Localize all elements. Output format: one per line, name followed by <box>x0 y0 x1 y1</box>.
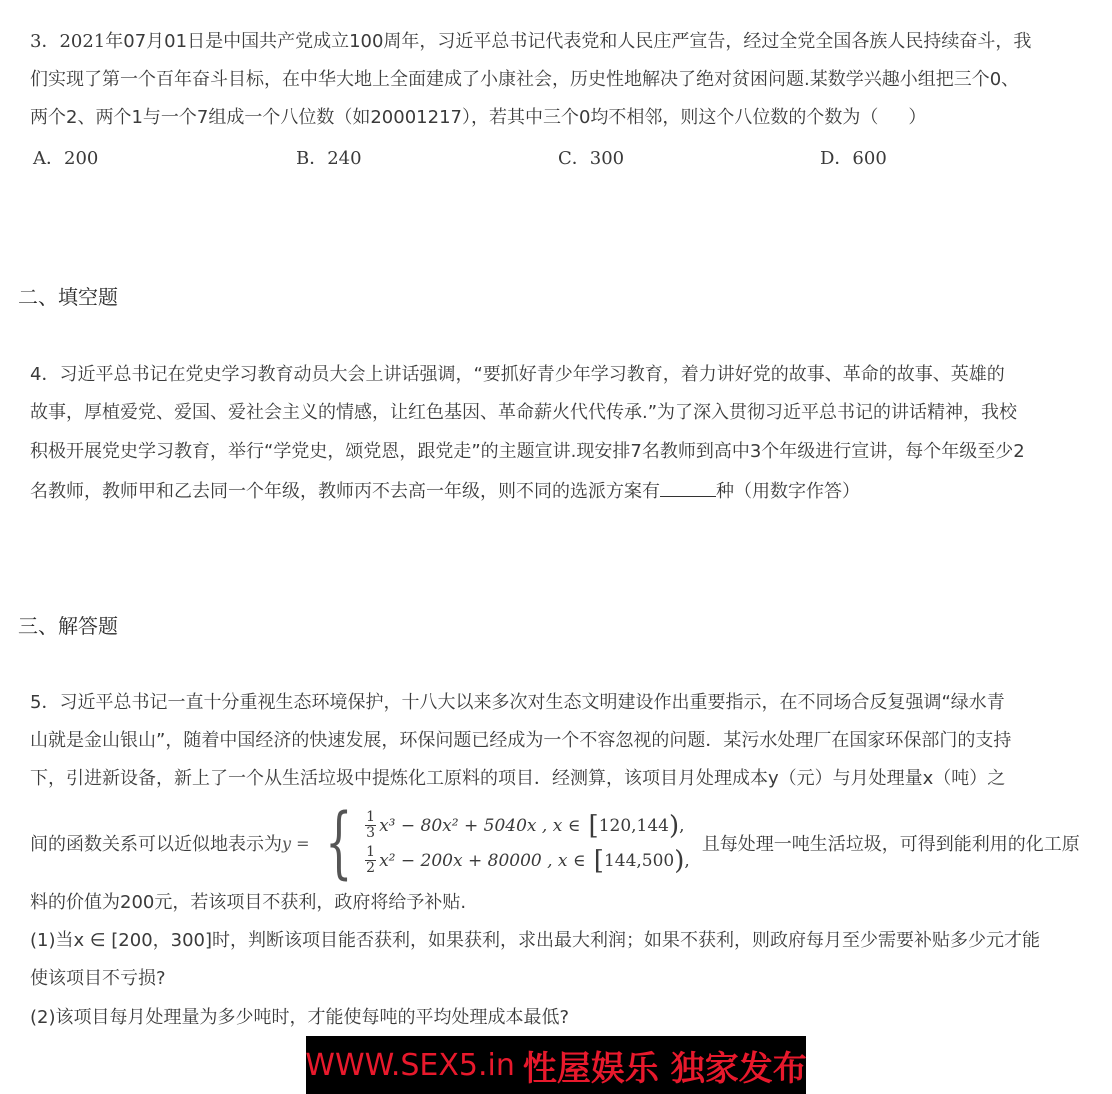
case-1-expression: x³ − 80x² + 5040x , x ∈ <box>379 815 581 836</box>
q3-line-2: 们实现了第一个百年奋斗目标，在中华大地上全面建成了小康社会，历史性地解决了绝对贫困问题.某数学兴趣小组把三个0、 <box>30 69 1020 90</box>
case-2-interval: 144,500 <box>603 850 675 871</box>
answer-blank <box>660 478 716 497</box>
q5-part-1-line-1: (1)当x ∈ [200，300]时，判断该项目能否获利，如果获利，求出最大利润；如果不获利，则政府每月至少需要补贴多少元才能 <box>30 930 1041 951</box>
case-2-fraction <box>365 845 376 876</box>
piecewise-cases <box>365 810 690 876</box>
case-2-denominator: 2 <box>366 860 376 876</box>
left-brace-icon: { <box>324 798 353 888</box>
case-1: $\frac{1}{3}$ x³ − 80x² + 5040x , x ∈ [ 120,144 ) , <box>366 809 685 841</box>
q4-line-3: 积极开展党史学习教育，举行“学党史，颂党恩，跟党走”的主题宣讲.现安排7名教师到高中3个年级进行宣讲，每个年级至少2 <box>30 441 1025 462</box>
case-1-interval: 120,144 <box>598 815 670 836</box>
case-2: $\frac{1}{2}$ x² − 200x + 80000 , x ∈ [ 144,500 ) , <box>366 844 690 876</box>
q4-line-1: 4．习近平总书记在党史学习教育动员大会上讲话强调，“要抓好青少年学习教育，着力讲好党的故事、革命的故事、英雄的 <box>30 364 1005 385</box>
q4-line-4 <box>30 478 860 504</box>
q5-line-2: 山就是金山银山”，随着中国经济的快速发展，环保问题已经成为一个不容忽视的问题．某污水处理厂在国家环保部门的支持 <box>30 730 1012 751</box>
formula-y: y = <box>282 833 310 853</box>
q5-part-2: (2)该项目每月处理量为多少吨时，才能使每吨的平均处理成本最低? <box>30 1007 570 1028</box>
q4-text-4a: 名教师，教师甲和乙去同一个年级，教师丙不去高一年级，则不同的选派方案有 <box>30 481 660 502</box>
q5-line-5: 料的价值为200元，若该项目不获利，政府将给予补贴. <box>30 892 467 913</box>
q3-number: 3．2021 <box>30 31 106 52</box>
q5-formula-row <box>30 798 1080 888</box>
watermark-text: 性屋娱乐 独家发布 <box>522 1048 807 1089</box>
q3-text-3: 两个2、两个1与一个7组成一个八位数（如20001217），若其中三个0均不相邻，则这个八位数的个数为（ <box>30 107 879 128</box>
watermark-site: WWW.SEX5.in <box>305 1047 515 1083</box>
q4-line-2: 故事，厚植爱党、爱国、爱社会主义的情感，让红色基因、革命薪火代代传承.”为了深入贯彻习近平总书记的讲话精神，我校 <box>30 402 1018 423</box>
q3-option-d: D．600 <box>820 148 887 169</box>
q3-option-c: C．300 <box>558 148 625 169</box>
case-1-fraction <box>365 810 376 841</box>
formula-prefix: 间的函数关系可以近似地表示为 <box>30 834 282 855</box>
q3-option-b: B．240 <box>296 148 362 169</box>
q3-line-3 <box>30 106 926 130</box>
q4-text-4b: 种（用数字作答） <box>716 481 860 502</box>
section-3-heading: 三、解答题 <box>18 614 118 638</box>
q3-text-1: 年07月01日是中国共产党成立100周年，习近平总书记代表党和人民庄严宣告，经过全党全国各族人民持续奋斗，我 <box>105 31 1032 52</box>
case-2-expression: x² − 200x + 80000 , x ∈ <box>379 850 586 871</box>
case-1-denominator: 3 <box>366 825 376 841</box>
q3-option-a: A．200 <box>33 148 99 169</box>
case-2-numerator: 1 <box>366 844 376 860</box>
q5-line-3: 下，引进新设备，新上了一个从生活垃圾中提炼化工原料的项目．经测算，该项目月处理成本y（元）与月处理量x（吨）之 <box>30 768 1006 789</box>
q3-line-1 <box>30 30 1031 54</box>
q5-part-1-line-2: 使该项目不亏损? <box>30 968 166 989</box>
formula-suffix: 且每处理一吨生活垃圾，可得到能利用的化工原 <box>701 834 1080 855</box>
q3-paren-close: ） <box>908 107 927 128</box>
section-2-heading: 二、填空题 <box>18 285 118 309</box>
case-1-numerator: 1 <box>366 809 376 825</box>
watermark-banner <box>306 1036 806 1094</box>
q5-line-1: 5．习近平总书记一直十分重视生态环境保护，十八大以来多次对生态文明建设作出重要指示，在不同场合反复强调“绿水青 <box>30 692 1005 713</box>
